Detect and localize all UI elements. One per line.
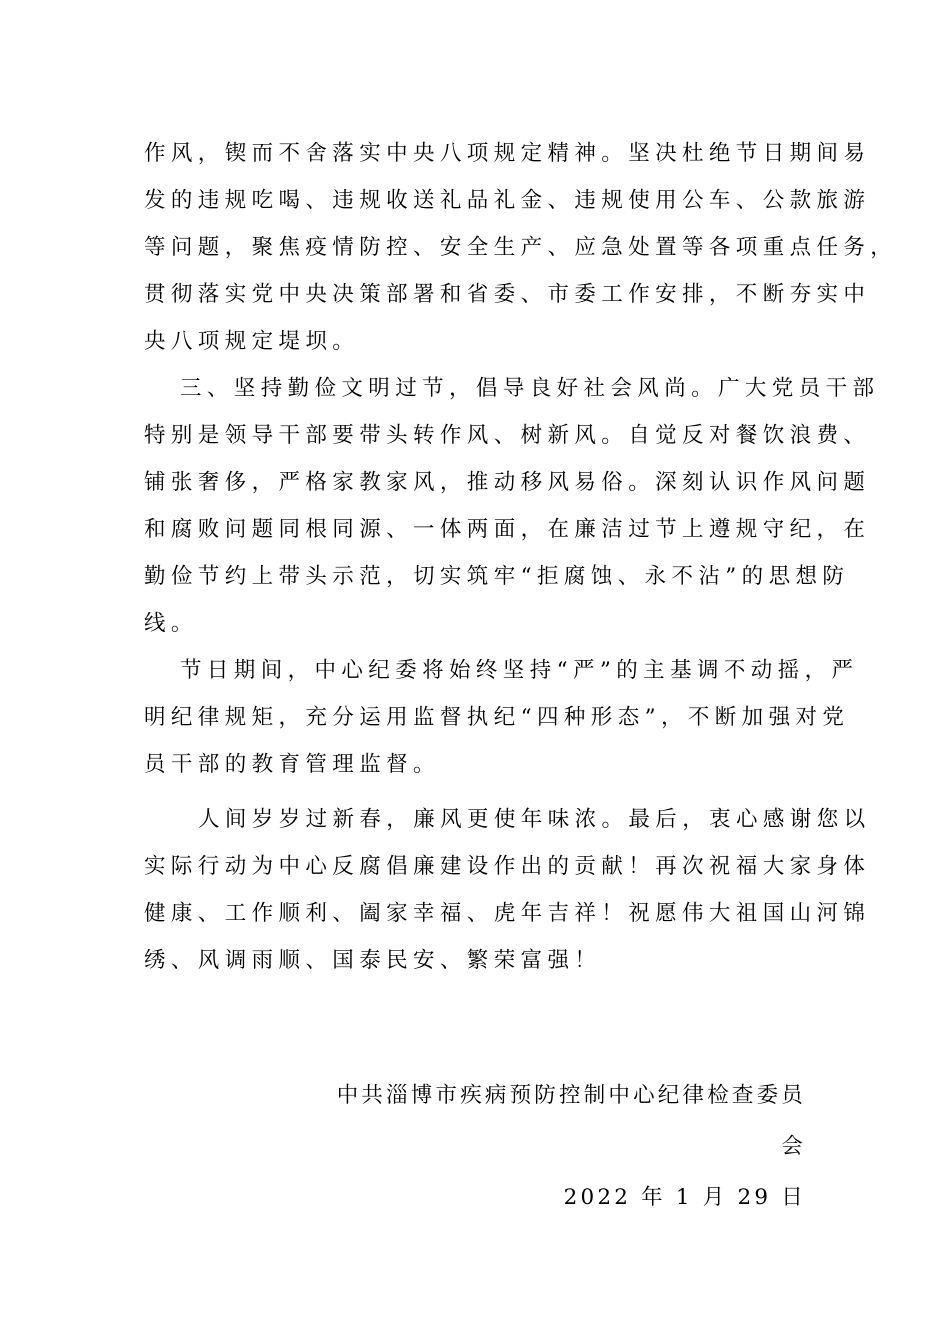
body-line-13: 明纪律规矩，充分运用监督执纪“四种形态”，不断加强对党 bbox=[144, 705, 850, 730]
body-line-9: 和腐败问题同根同源、一体两面，在廉洁过节上遵规守纪，在 bbox=[144, 517, 871, 542]
closing-line-2: 实际行动为中心反腐倡廉建设作出的贡献！再次祝福大家身体 bbox=[144, 854, 871, 879]
signature-org-line-2: 会 bbox=[781, 1134, 806, 1159]
body-line-14: 员干部的教育管理监督。 bbox=[144, 752, 440, 777]
body-line-7: 特别是领导干部要带头转作风、树新风。自觉反对餐饮浪费、 bbox=[144, 423, 871, 448]
body-line-12: 节日期间，中心纪委将始终坚持“严”的主基调不动摇，严 bbox=[180, 658, 859, 683]
body-line-4: 贯彻落实党中央决策部署和省委、市委工作安排，不断夯实中 bbox=[144, 282, 871, 307]
signature-org-line-1: 中共淄博市疾病预防控制中心纪律检查委员 bbox=[336, 1083, 806, 1108]
body-line-11: 线。 bbox=[144, 611, 198, 636]
body-line-2: 发的违规吃喝、违规收送礼品礼金、违规使用公车、公款旅游 bbox=[144, 188, 871, 213]
body-line-1: 作风，锲而不舍落实中央八项规定精神。坚决杜绝节日期间易 bbox=[144, 141, 871, 166]
body-line-10: 勤俭节约上带头示范，切实筑牢“拒腐蚀、永不沾”的思想防 bbox=[144, 564, 850, 589]
signature-date: 2022 年 1 月 29 日 bbox=[563, 1185, 806, 1210]
closing-line-1: 人间岁岁过新春，廉风更使年味浓。最后，衷心感谢您以 bbox=[198, 807, 871, 832]
closing-line-3: 健康、工作顺利、阖家幸福、虎年吉祥！祝愿伟大祖国山河锦 bbox=[144, 901, 871, 926]
section-three-heading-line: 三、坚持勤俭文明过节，倡导良好社会风尚。广大党员干部 bbox=[180, 376, 880, 401]
closing-line-4: 绣、风调雨顺、国泰民安、繁荣富强！ bbox=[144, 948, 602, 973]
body-line-8: 铺张奢侈，严格家教家风，推动移风易俗。深刻认识作风问题 bbox=[144, 470, 871, 495]
body-line-5: 央八项规定堤坝。 bbox=[144, 329, 360, 354]
body-line-3: 等问题，聚焦疫情防控、安全生产、应急处置等各项重点任务， bbox=[144, 235, 898, 260]
